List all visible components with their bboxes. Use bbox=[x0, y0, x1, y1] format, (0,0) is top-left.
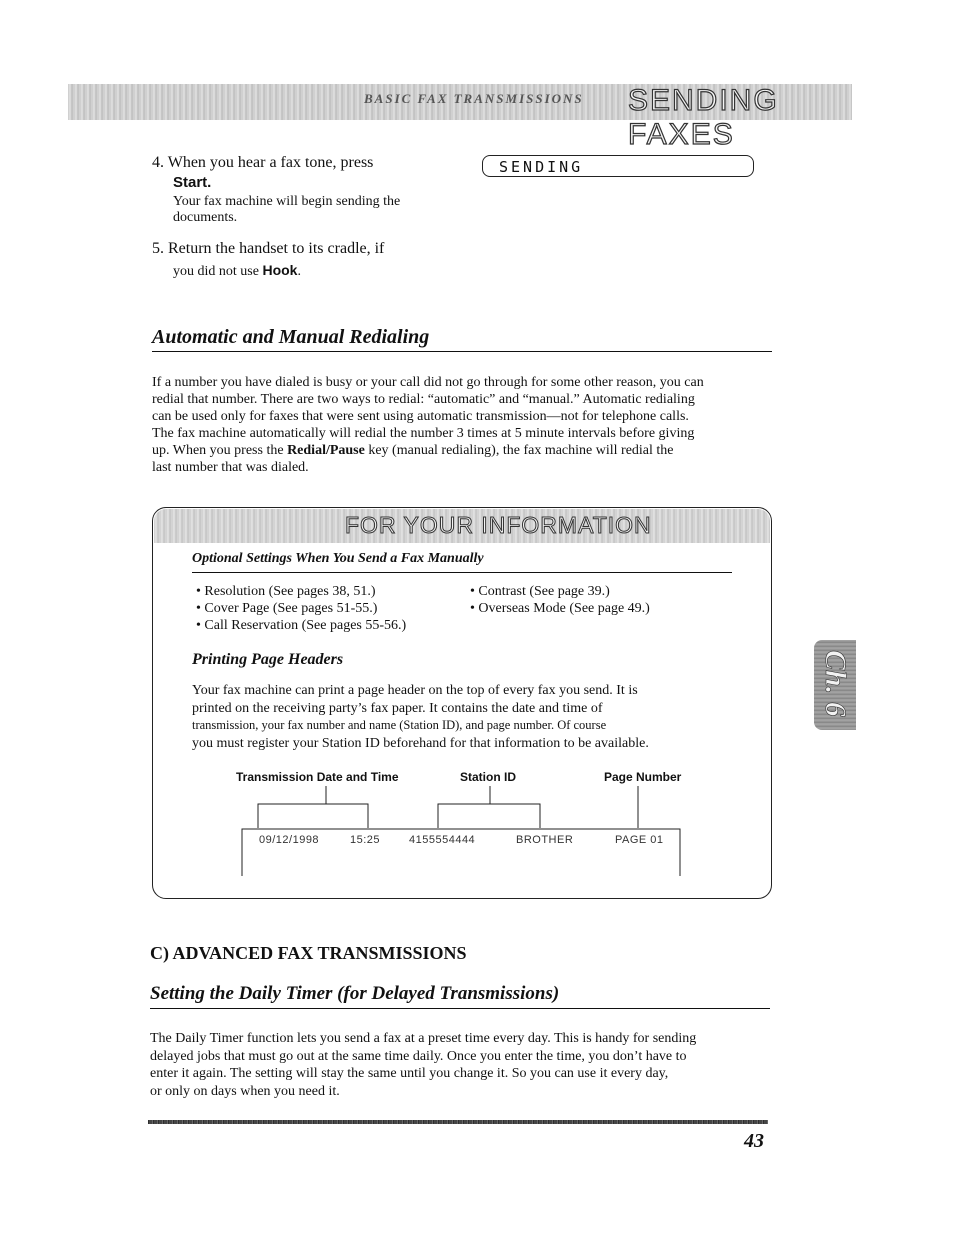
chapter-tab bbox=[814, 640, 856, 730]
step-5-text: 5. Return the handset to its cradle, if bbox=[152, 240, 385, 257]
redial-pause-key: Redial/Pause bbox=[287, 443, 365, 458]
advanced-section-title: C) ADVANCED FAX TRANSMISSIONS bbox=[150, 943, 467, 963]
date-bracket bbox=[258, 804, 368, 828]
bullet-call-reservation: • Call Reservation (See pages 55-56.) bbox=[196, 618, 407, 633]
daily-timer-line-3: enter it again. The setting will stay the same until you change it. So you can use it every day, bbox=[150, 1066, 669, 1081]
sample-date: 09/12/1998 bbox=[259, 834, 320, 846]
printing-headers-heading: Printing Page Headers bbox=[192, 651, 344, 668]
sample-station-name: BROTHER bbox=[516, 834, 574, 846]
redial-paragraph bbox=[152, 374, 776, 476]
label-transmission-date-time: Transmission Date and Time bbox=[236, 770, 399, 784]
daily-timer-line-1: The Daily Timer function lets you send a fax at a preset time every day. This is handy for sending bbox=[150, 1031, 697, 1046]
step-4-text: 4. When you hear a fax tone, press bbox=[152, 154, 374, 171]
step-5-sub-key: Hook bbox=[262, 262, 298, 278]
optional-settings-heading: Optional Settings When You Send a Fax Manually bbox=[192, 551, 484, 566]
sample-page: PAGE 01 bbox=[615, 834, 664, 846]
step-4-sub-2: documents. bbox=[173, 210, 238, 225]
sample-time: 15:25 bbox=[350, 834, 381, 846]
printing-line-4: you must register your Station ID beforehand for that information to be available. bbox=[192, 735, 649, 751]
redial-line-4: The fax machine automatically will redial the number 3 times at 5 minute intervals before giving bbox=[152, 426, 695, 441]
redial-line-5-post: key (manual redialing), the fax machine will redial the bbox=[364, 443, 674, 458]
page-number: 43 bbox=[744, 1130, 764, 1152]
daily-timer-line-4: or only on days when you need it. bbox=[150, 1083, 340, 1099]
daily-timer-paragraph bbox=[150, 1030, 774, 1100]
printing-line-3: transmission, your fax number and name (Station ID), and page number. Of course bbox=[192, 718, 607, 732]
daily-timer-line-2: delayed jobs that must go out at the same time daily. Once you enter the time, you don’t have to bbox=[150, 1048, 687, 1064]
redial-line-3: can be used only for faxes that were sent using automatic transmission—not for telephone calls. bbox=[152, 409, 689, 424]
station-bracket bbox=[438, 804, 540, 828]
bullet-resolution: • Resolution (See pages 38, 51.) bbox=[196, 584, 376, 599]
page-header-band bbox=[68, 84, 852, 151]
redial-line-5-pre: up. When you press the bbox=[152, 443, 288, 458]
step-4-key: Start. bbox=[173, 174, 212, 191]
footer-rule bbox=[148, 1120, 768, 1124]
daily-timer-heading: Setting the Daily Timer (for Delayed Transmissions) bbox=[150, 983, 560, 1004]
printing-headers-paragraph bbox=[192, 682, 737, 752]
lcd-display: SENDING bbox=[482, 155, 754, 177]
bullet-overseas-mode: • Overseas Mode (See page 49.) bbox=[470, 601, 650, 616]
info-box-title: FOR YOUR INFORMATION bbox=[345, 512, 652, 538]
label-page-number: Page Number bbox=[604, 770, 682, 784]
redial-line-6: last number that was dialed. bbox=[152, 460, 309, 475]
redial-heading-rule bbox=[152, 351, 772, 352]
printing-line-2: printed on the receiving party’s fax paper. It contains the date and time of bbox=[192, 700, 603, 716]
sample-fax-number: 4155554444 bbox=[409, 834, 476, 846]
step-4-sub-1: Your fax machine will begin sending the bbox=[173, 194, 401, 209]
bullet-contrast: • Contrast (See page 39.) bbox=[470, 584, 610, 599]
label-station-id: Station ID bbox=[460, 770, 516, 784]
chapter-tab-label: Ch. 6 bbox=[819, 650, 852, 717]
header-chapter-title: SENDING FAXES bbox=[628, 84, 779, 151]
printing-line-1: Your fax machine can print a page header on the top of every fax you send. It is bbox=[192, 683, 638, 698]
redial-line-2: redial that number. There are two ways to redial: “automatic” and “manual.” Automatic redialing bbox=[152, 392, 695, 407]
redial-heading: Automatic and Manual Redialing bbox=[152, 326, 430, 348]
bullet-cover-page: • Cover Page (See pages 51-55.) bbox=[196, 601, 378, 616]
step-5-sub bbox=[173, 262, 301, 280]
step-5-sub-post: . bbox=[297, 264, 301, 279]
daily-timer-rule bbox=[150, 1008, 770, 1009]
header-section-title: BASIC FAX TRANSMISSIONS bbox=[364, 91, 584, 106]
step-5-sub-pre: you did not use bbox=[173, 264, 263, 279]
redial-line-1: If a number you have dialed is busy or your call did not go through for some other reason, you can bbox=[152, 375, 704, 390]
redial-line-5 bbox=[152, 442, 776, 459]
optional-settings-rule bbox=[192, 572, 732, 573]
